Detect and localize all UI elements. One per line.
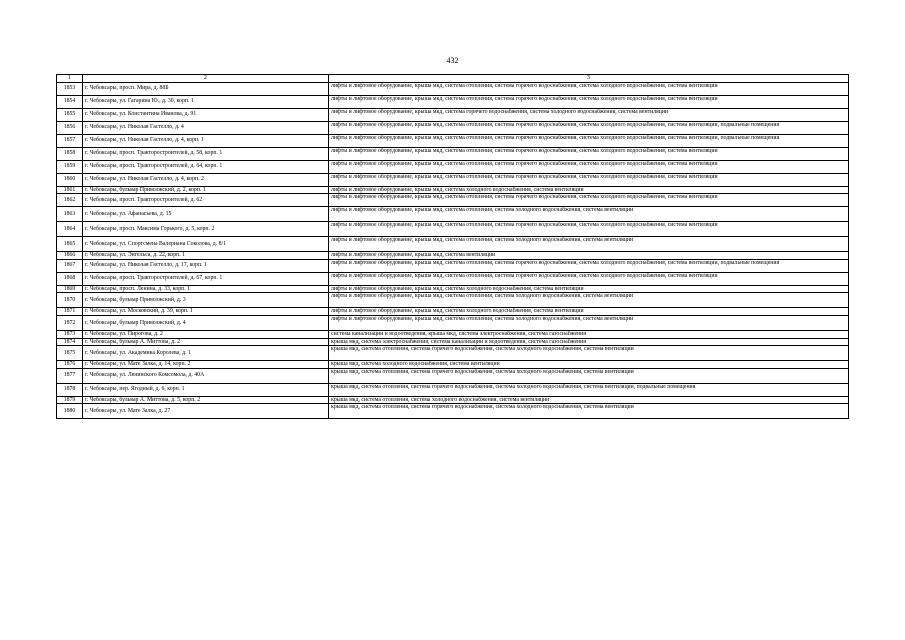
- row-address: г. Чебоксары, просп. Тракторостроителей, д. 62: [83, 194, 329, 207]
- row-address: г. Чебоксары, просп. Максима Горького, д. 5, корп. 2: [83, 222, 329, 237]
- row-works: лифты и лифтовое оборудование, крыша мкд, система холодного водоснабжения, система вентиляции: [329, 308, 849, 316]
- row-number: 1857: [57, 134, 83, 147]
- table-row: [57, 252, 849, 260]
- table-row: [57, 82, 849, 95]
- row-address: г. Чебоксары, ул. Николая Гастелло, д. 17, корп. 1: [83, 259, 329, 272]
- row-works: система канализации и водоотведения, крыша мкд, система электроснабжения, система газоснабжения: [329, 330, 849, 338]
- row-address: г. Чебоксары, ул. Гагарина Ю., д. 30, корп. 1: [83, 95, 329, 108]
- row-works: крыша мкд, система электроснабжения, система канализации и водоотведения, система газоснабжения: [329, 338, 849, 346]
- table-row: [57, 361, 849, 369]
- row-address: г. Чебоксары, ул. Афанасьева, д. 15: [83, 207, 329, 222]
- table-row: [57, 396, 849, 404]
- table-row: [57, 404, 849, 419]
- row-address: г. Чебоксары, просп. Тракторостроителей, д. 64, корп. 1: [83, 160, 329, 173]
- row-address: г. Чебоксары, бульвар Приволжский, д. 2, корп. 1: [83, 186, 329, 194]
- table-row: [57, 259, 849, 272]
- row-number: 1855: [57, 108, 83, 121]
- row-works: лифты и лифтовое оборудование, крыша мкд, система отопления, система горячего водоснабжения, система холодного водоснабжения, система вентиляции: [329, 272, 849, 285]
- row-number: 1863: [57, 207, 83, 222]
- row-address: г. Чебоксары, ул. Московский, д. 39, корп. 1: [83, 308, 329, 316]
- table-row: [57, 194, 849, 207]
- row-address: г. Чебоксары, ул. Мате Залка, д. 27: [83, 404, 329, 419]
- row-number: 1856: [57, 121, 83, 134]
- table-row: [57, 173, 849, 186]
- row-address: г. Чебоксары, ул. Ленинского Комсомола, д. 40А: [83, 368, 329, 383]
- row-number: 1858: [57, 147, 83, 160]
- row-works: лифты и лифтовое оборудование, крыша мкд, система холодного водоснабжения, система вентиляции: [329, 285, 849, 293]
- table-row: [57, 160, 849, 173]
- buildings-table: [56, 74, 849, 419]
- row-number: 1866: [57, 252, 83, 260]
- table-row: [57, 346, 849, 361]
- row-works: лифты и лифтовое оборудование, крыша мкд, система отопления, система горячего водоснабжения, система холодного водоснабжения, система вентиляции: [329, 95, 849, 108]
- row-address: г. Чебоксары, ул. Николая Гастелло, д. 4: [83, 121, 329, 134]
- row-number: 1867: [57, 259, 83, 272]
- row-number: 1876: [57, 361, 83, 369]
- row-number: 1873: [57, 330, 83, 338]
- row-number: 1854: [57, 95, 83, 108]
- row-address: г. Чебоксары, ул. Николая Гастелло, д. 4, корп. 1: [83, 134, 329, 147]
- row-works: крыша мкд, система отопления, система горячего водоснабжения, система холодного водоснабжения, система вентиляции: [329, 346, 849, 361]
- row-works: лифты и лифтовое оборудование, крыша мкд, система отопления, система горячего водоснабжения, система холодного водоснабжения, система вентиляции: [329, 222, 849, 237]
- table-row: [57, 330, 849, 338]
- row-works: лифты и лифтовое оборудование, крыша мкд, система горячего водоснабжения, система холодного водоснабжения, система вентиляции: [329, 108, 849, 121]
- row-works: крыша мкд, система отопления, система холодного водоснабжения, система вентиляции: [329, 396, 849, 404]
- table-row: [57, 285, 849, 293]
- table-row: [57, 383, 849, 396]
- row-works: лифты и лифтовое оборудование, крыша мкд, система отопления, система горячего водоснабжения, система холодного водоснабжения, система вентиляции, подвальные помещения: [329, 134, 849, 147]
- row-address: г. Чебоксары, пер. Ягодный, д. 6, корп. 1: [83, 383, 329, 396]
- table-row: [57, 315, 849, 330]
- row-address: г. Чебоксары, просп. Ленина, д. 33, корп. 1: [83, 285, 329, 293]
- row-number: 1860: [57, 173, 83, 186]
- row-works: крыша мкд, система отопления, система горячего водоснабжения, система холодного водоснабжения, система вентиляции: [329, 404, 849, 419]
- row-address: г. Чебоксары, просп. Тракторостроителей, д. 58, корп. 1: [83, 147, 329, 160]
- row-number: 1875: [57, 346, 83, 361]
- row-address: г. Чебоксары, бульвар А. Миттова, д. 2: [83, 338, 329, 346]
- table-row: [57, 237, 849, 252]
- page-number: 432: [446, 56, 459, 65]
- row-address: г. Чебоксары, просп. Мира, д. 88Б: [83, 82, 329, 95]
- row-address: г. Чебоксары, ул. Николая Гастелло, д. 4, корп. 2: [83, 173, 329, 186]
- table-row: [57, 147, 849, 160]
- row-address: г. Чебоксары, ул. Константина Иванова, д. 91: [83, 108, 329, 121]
- row-address: г. Чебоксары, бульвар Приволжский, д. 4: [83, 315, 329, 330]
- row-works: крыша мкд, система отопления, система горячего водоснабжения, система холодного водоснабжения, система вентиляции, подвальные помещения: [329, 383, 849, 396]
- row-address: г. Чебоксары, ул. Академика Королева, д. 1: [83, 346, 329, 361]
- row-number: 1880: [57, 404, 83, 419]
- row-number: 1872: [57, 315, 83, 330]
- row-address: г. Чебоксары, ул. Пирогова, д. 2: [83, 330, 329, 338]
- row-number: 1868: [57, 272, 83, 285]
- row-number: 1853: [57, 82, 83, 95]
- row-works: лифты и лифтовое оборудование, крыша мкд, система отопления, система холодного водоснабжения, система вентиляции: [329, 207, 849, 222]
- row-number: 1861: [57, 186, 83, 194]
- row-works: лифты и лифтовое оборудование, крыша мкд, система отопления, система горячего водоснабжения, система холодного водоснабжения, система вентиляции, подвальные помещения: [329, 121, 849, 134]
- header-col-3: 3: [329, 75, 849, 83]
- row-works: лифты и лифтовое оборудование, крыша мкд, система отопления, система горячего водоснабжения, система холодного водоснабжения, система вентиляции, подвальные помещения: [329, 259, 849, 272]
- row-address: г. Чебоксары, ул. Энгельса, д. 22, корп. 1: [83, 252, 329, 260]
- table-row: [57, 121, 849, 134]
- table-row: [57, 95, 849, 108]
- table-row: [57, 134, 849, 147]
- header-col-1: 1: [57, 75, 83, 83]
- row-address: г. Чебоксары, просп. Тракторостроителей, д. 67, корп. 1: [83, 272, 329, 285]
- row-number: 1864: [57, 222, 83, 237]
- table-row: [57, 222, 849, 237]
- row-number: 1859: [57, 160, 83, 173]
- row-works: лифты и лифтовое оборудование, крыша мкд, система отопления, система холодного водоснабжения, система вентиляции: [329, 293, 849, 308]
- row-works: лифты и лифтовое оборудование, крыша мкд, система отопления, система холодного водоснабжения, система вентиляции: [329, 237, 849, 252]
- row-number: 1870: [57, 293, 83, 308]
- table-row: [57, 108, 849, 121]
- row-address: г. Чебоксары, бульвар Приволжский, д. 3: [83, 293, 329, 308]
- table-row: [57, 207, 849, 222]
- table-row: [57, 368, 849, 383]
- table-row: [57, 186, 849, 194]
- row-works: лифты и лифтовое оборудование, крыша мкд, система холодного водоснабжения, система вентиляции: [329, 186, 849, 194]
- row-address: г. Чебоксары, бульвар А. Миттова, д. 5, корп. 2: [83, 396, 329, 404]
- row-address: г. Чебоксары, ул. Мате Залка, д. 14, корп. 2: [83, 361, 329, 369]
- table-row: [57, 308, 849, 316]
- row-number: 1878: [57, 383, 83, 396]
- row-number: 1869: [57, 285, 83, 293]
- row-works: крыша мкд, система отопления, система горячего водоснабжения, система холодного водоснабжения, система вентиляции: [329, 368, 849, 383]
- table-row: [57, 272, 849, 285]
- row-number: 1877: [57, 368, 83, 383]
- table-row: [57, 293, 849, 308]
- row-number: 1871: [57, 308, 83, 316]
- row-works: лифты и лифтовое оборудование, крыша мкд, система отопления, система горячего водоснабжения, система холодного водоснабжения, система вентиляции: [329, 194, 849, 207]
- row-number: 1874: [57, 338, 83, 346]
- row-works: лифты и лифтовое оборудование, крыша мкд, система отопления, система горячего водоснабжения, система холодного водоснабжения, система вентиляции: [329, 147, 849, 160]
- row-works: крыша мкд, система холодного водоснабжения, система вентиляции: [329, 361, 849, 369]
- row-works: лифты и лифтовое оборудование, крыша мкд, система вентиляции: [329, 252, 849, 260]
- row-address: г. Чебоксары, ул. Спортсмена Валериана Соколова, д. 8/1: [83, 237, 329, 252]
- row-works: лифты и лифтовое оборудование, крыша мкд, система отопления, система горячего водоснабжения, система холодного водоснабжения, система вентиляции: [329, 160, 849, 173]
- row-works: лифты и лифтовое оборудование, крыша мкд, система отопления, система горячего водоснабжения, система холодного водоснабжения, система вентиляции: [329, 82, 849, 95]
- table-header-row: [57, 75, 849, 83]
- header-col-2: 2: [83, 75, 329, 83]
- row-number: 1862: [57, 194, 83, 207]
- row-works: лифты и лифтовое оборудование, крыша мкд, система отопления, система холодного водоснабжения, система вентиляции: [329, 315, 849, 330]
- row-number: 1879: [57, 396, 83, 404]
- row-number: 1865: [57, 237, 83, 252]
- table-row: [57, 338, 849, 346]
- row-works: лифты и лифтовое оборудование, крыша мкд, система отопления, система горячего водоснабжения, система холодного водоснабжения, система вентиляции: [329, 173, 849, 186]
